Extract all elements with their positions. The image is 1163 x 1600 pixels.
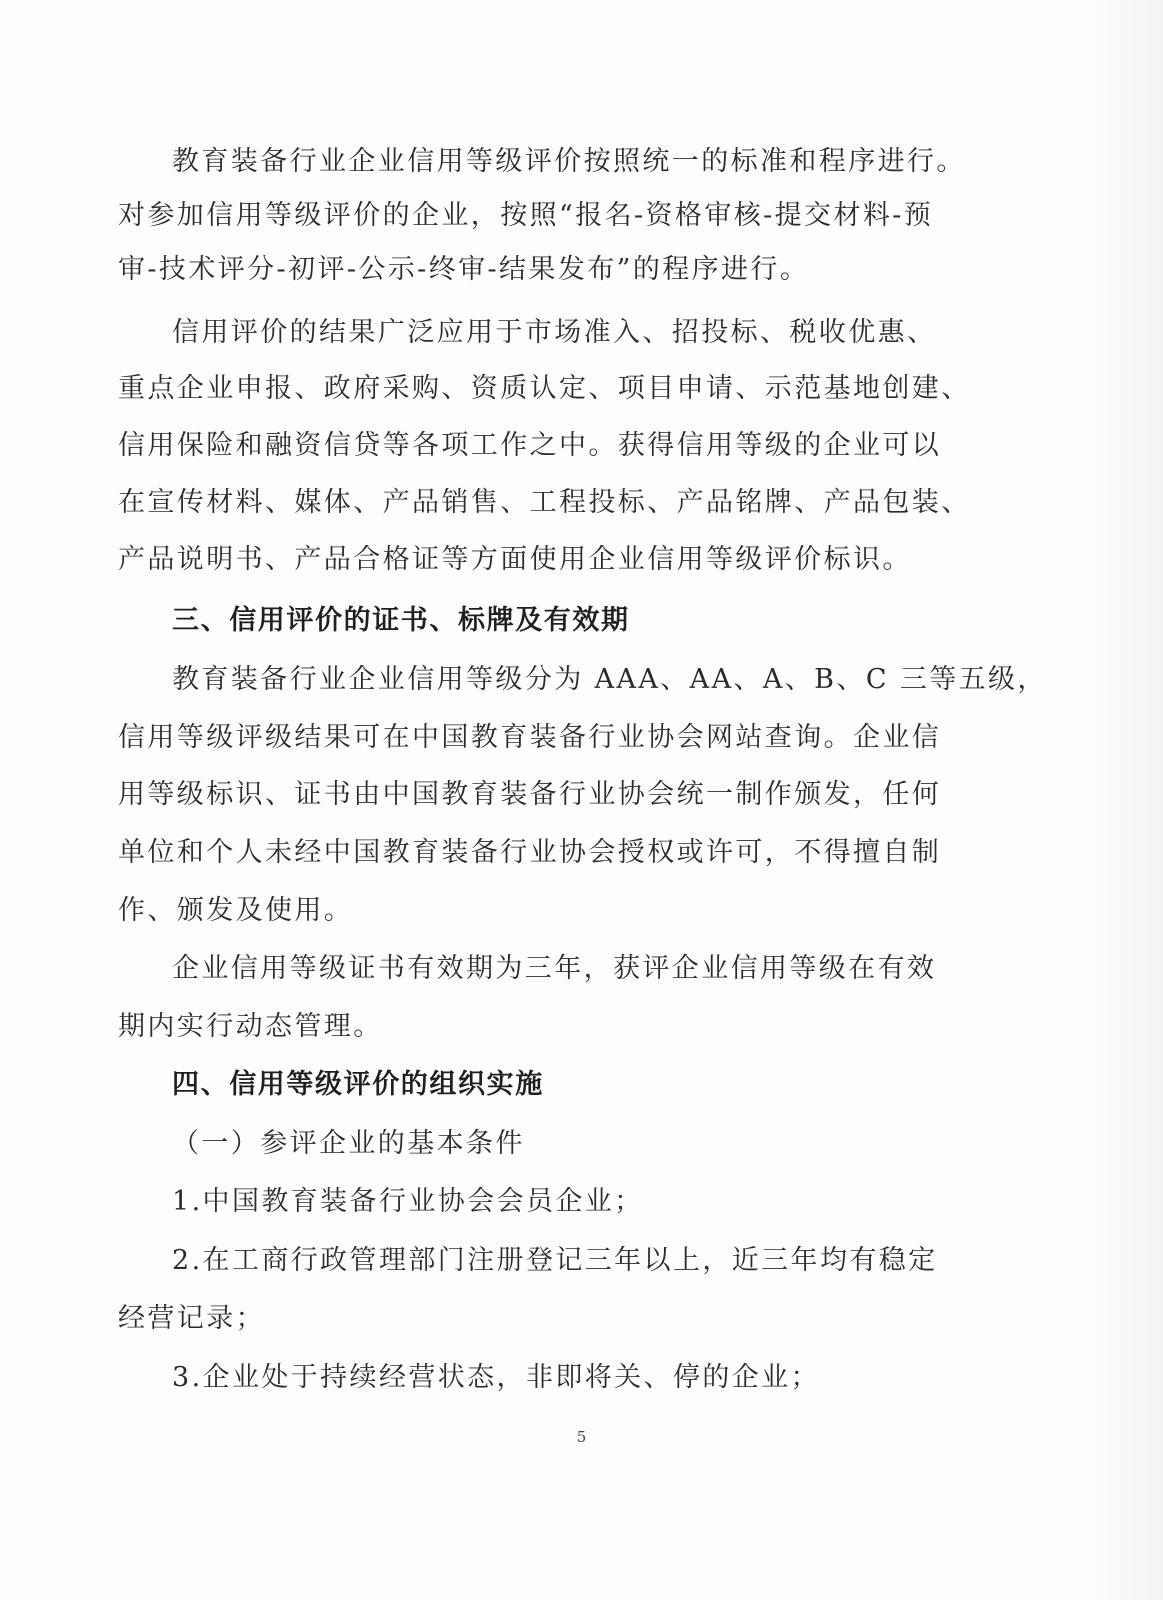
body-line: 教育装备行业企业信用等级评价按照统一的标准和程序进行。 bbox=[172, 146, 966, 177]
body-line: 作、颁发及使用。 bbox=[118, 895, 354, 926]
body-line: 用等级标识、证书由中国教育装备行业协会统一制作颁发，任何 bbox=[118, 779, 942, 810]
body-line: 信用保险和融资信贷等各项工作之中。获得信用等级的企业可以 bbox=[118, 430, 942, 461]
list-item: 2.在工商行政管理部门注册登记三年以上，近三年均有稳定 bbox=[172, 1245, 938, 1276]
section-heading: 四、信用等级评价的组织实施 bbox=[172, 1069, 544, 1100]
body-line: 期内实行动态管理。 bbox=[118, 1011, 383, 1042]
body-line: 企业信用等级证书有效期为三年，获评企业信用等级在有效 bbox=[172, 953, 937, 984]
subsection-heading: （一）参评企业的基本条件 bbox=[172, 1128, 525, 1159]
body-line: 信用等级评级结果可在中国教育装备行业协会网站查询。企业信 bbox=[118, 722, 942, 753]
body-line: 产品说明书、产品合格证等方面使用企业信用等级评价标识。 bbox=[118, 544, 912, 575]
body-line: 信用评价的结果广泛应用于市场准入、招投标、税收优惠、 bbox=[172, 317, 937, 348]
page-number: 5 bbox=[576, 1428, 587, 1446]
list-item: 1.中国教育装备行业协会会员企业； bbox=[172, 1186, 644, 1217]
body-line: 在宣传材料、媒体、产品销售、工程投标、产品铭牌、产品包装、 bbox=[118, 487, 971, 518]
body-line: 审-技术评分-初评-公示-终审-结果发布”的程序进行。 bbox=[118, 254, 810, 285]
section-heading: 三、信用评价的证书、标牌及有效期 bbox=[172, 605, 630, 636]
body-line: 单位和个人未经中国教育装备行业协会授权或许可，不得擅自制 bbox=[118, 837, 942, 868]
body-line: 教育装备行业企业信用等级分为 AAA、AA、A、B、C 三等五级， bbox=[172, 664, 1047, 695]
body-line: 重点企业申报、政府采购、资质认定、项目申请、示范基地创建、 bbox=[118, 373, 971, 404]
list-item: 3.企业处于持续经营状态，非即将关、停的企业； bbox=[172, 1362, 820, 1393]
body-line: 对参加信用等级评价的企业，按照“报名-资格审核-提交材料-预 bbox=[118, 200, 934, 231]
list-item-continuation: 经营记录； bbox=[118, 1303, 265, 1334]
scan-shadow bbox=[1091, 0, 1163, 1600]
